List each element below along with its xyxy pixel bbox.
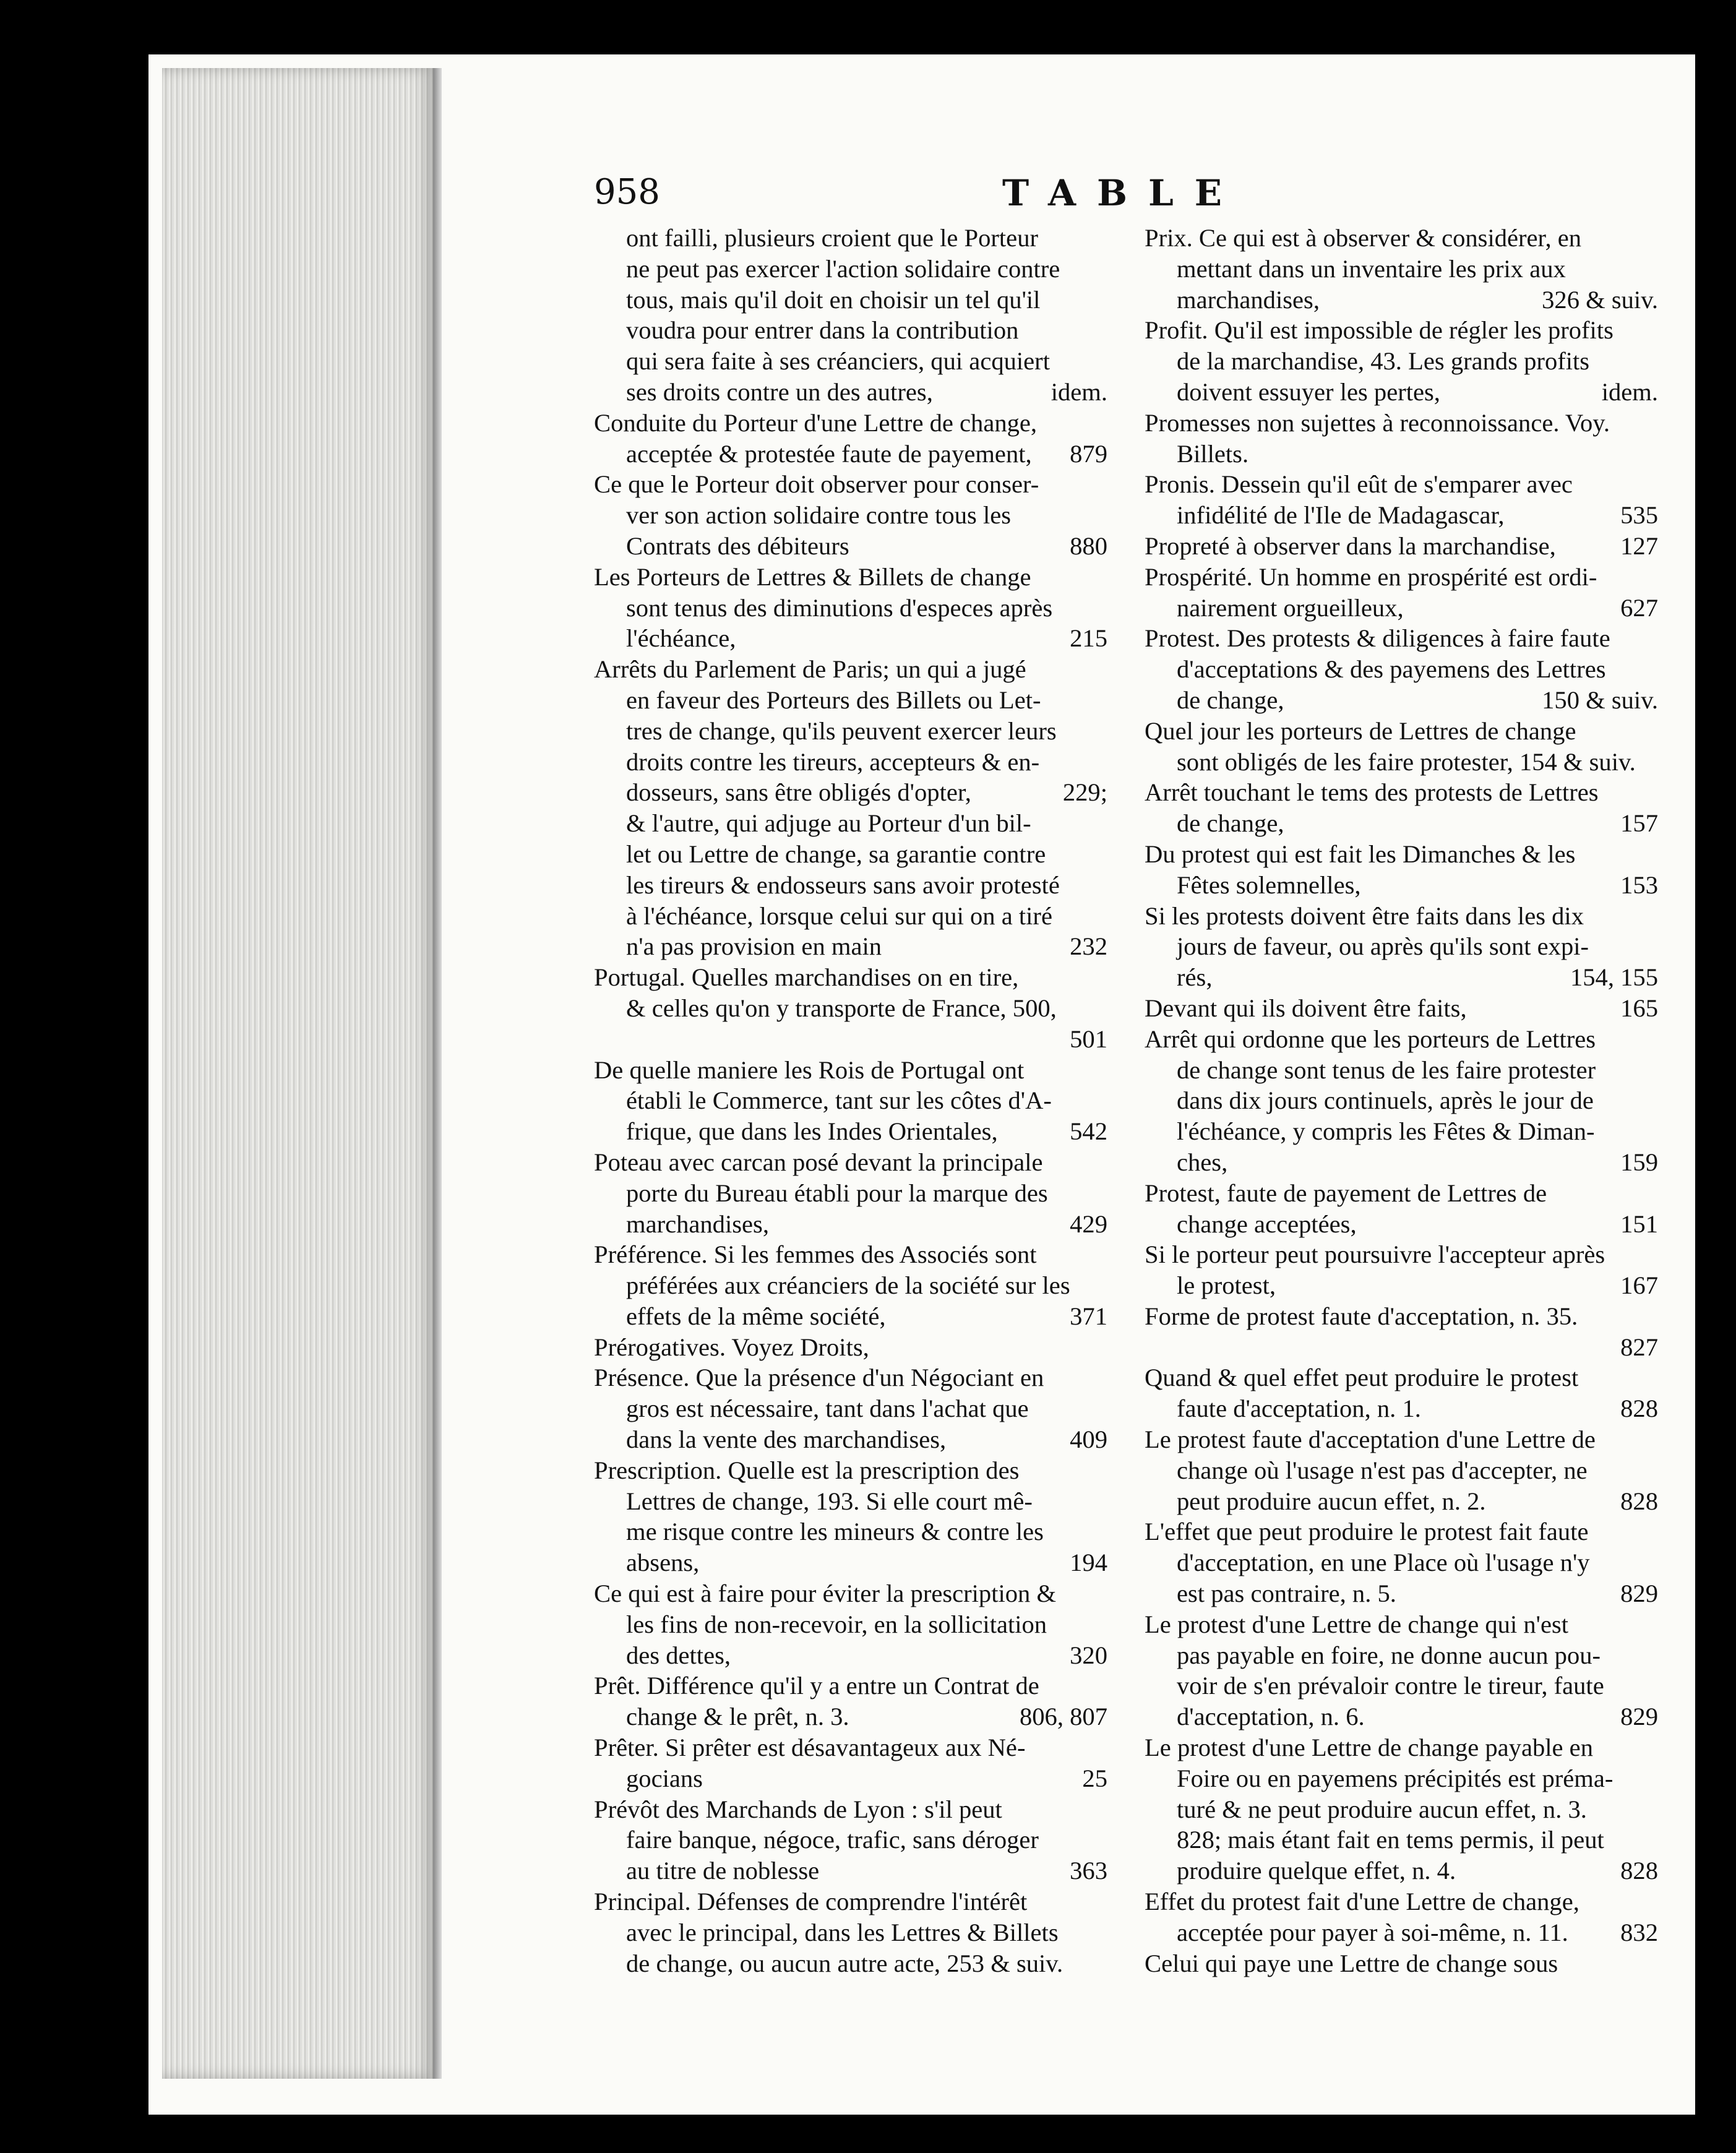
index-text: Préférence. Si les femmes des Associés sont bbox=[594, 1240, 1037, 1269]
index-text: Devant qui ils doivent être faits, bbox=[1145, 994, 1467, 1022]
index-text: Prospérité. Un homme en prospérité est ordi- bbox=[1145, 562, 1597, 591]
page-reference: 879 bbox=[1070, 439, 1107, 468]
index-text: Prêter. Si prêter est désavantageux aux Né- bbox=[594, 1734, 1026, 1762]
index-column-right bbox=[1145, 223, 1658, 1979]
index-text: & l'autre, qui adjuge au Porteur d'un bil- bbox=[626, 809, 1031, 838]
index-text: 828; mais étant fait en tems permis, il peut bbox=[1177, 1826, 1604, 1854]
index-line bbox=[594, 685, 1107, 716]
index-line bbox=[1145, 254, 1658, 285]
index-line bbox=[594, 1393, 1107, 1424]
index-line bbox=[594, 1147, 1107, 1178]
index-text: de la marchandise, 43. Les grands profits bbox=[1177, 347, 1590, 376]
index-line bbox=[594, 1578, 1107, 1609]
index-text: pas payable en foire, ne donne aucun pou- bbox=[1177, 1641, 1601, 1669]
index-text: ches, bbox=[1177, 1148, 1228, 1176]
page-gutter bbox=[433, 68, 442, 2079]
index-text: absens, bbox=[626, 1549, 700, 1577]
index-line bbox=[594, 1362, 1107, 1393]
index-text: Si les protests doivent être faits dans les dix bbox=[1145, 901, 1584, 930]
index-line bbox=[1145, 747, 1658, 778]
index-text: les fins de non-recevoir, en la sollicitation bbox=[626, 1610, 1047, 1638]
index-text: Lettres de change, 193. Si elle court mê- bbox=[626, 1487, 1033, 1515]
index-line bbox=[594, 747, 1107, 778]
index-text: Ce qui est à faire pour éviter la prescription & bbox=[594, 1579, 1057, 1608]
index-text: Si le porteur peut poursuivre l'accepteur après bbox=[1145, 1240, 1605, 1269]
index-text: acceptée pour payer à soi-même, n. 11. bbox=[1177, 1918, 1568, 1946]
index-line bbox=[1145, 623, 1658, 654]
index-line bbox=[1145, 408, 1658, 439]
index-text: préférées aux créanciers de la société sur les bbox=[626, 1271, 1070, 1300]
index-line bbox=[594, 1332, 1107, 1363]
index-line bbox=[1145, 1055, 1658, 1086]
index-text: Les Porteurs de Lettres & Billets de change bbox=[594, 562, 1031, 591]
index-text: change où l'usage n'est pas d'accepter, ne bbox=[1177, 1456, 1588, 1484]
index-line bbox=[594, 1732, 1107, 1763]
index-text: mettant dans un inventaire les prix aux bbox=[1177, 254, 1566, 283]
index-text: Prévôt des Marchands de Lyon : s'il peut bbox=[594, 1795, 1002, 1823]
page-reference: 25 bbox=[1082, 1764, 1107, 1792]
index-text: Profit. Qu'il est impossible de régler les profits bbox=[1145, 316, 1614, 345]
page-reference: 829 bbox=[1620, 1703, 1658, 1731]
page-reference: 627 bbox=[1620, 593, 1658, 622]
index-text: voir de s'en prévaloir contre le tireur, faute bbox=[1177, 1672, 1604, 1700]
page-reference: idem. bbox=[1051, 377, 1107, 406]
index-line bbox=[594, 1424, 1107, 1455]
index-text: Effet du protest fait d'une Lettre de change, bbox=[1145, 1888, 1579, 1916]
page-reference: 429 bbox=[1070, 1210, 1107, 1238]
index-text: établi le Commerce, tant sur les côtes d'A- bbox=[626, 1086, 1052, 1115]
index-line bbox=[594, 315, 1107, 346]
index-text: & celles qu'on y transporte de France, 500, bbox=[626, 994, 1057, 1022]
index-text: Contrats des débiteurs bbox=[626, 531, 849, 560]
page-reference: 501 bbox=[1070, 1025, 1107, 1053]
index-text: de change, bbox=[1177, 809, 1284, 838]
page-reference: 806, 807 bbox=[1019, 1703, 1107, 1731]
index-text: à l'échéance, lorsque celui sur qui on a tiré bbox=[626, 901, 1052, 930]
index-line bbox=[594, 716, 1107, 747]
index-text: faire banque, négoce, trafic, sans déroger bbox=[626, 1826, 1039, 1854]
index-text: les tireurs & endosseurs sans avoir protesté bbox=[626, 870, 1060, 899]
index-line bbox=[1145, 1024, 1658, 1055]
index-line bbox=[1145, 1486, 1658, 1517]
index-text: Promesses non sujettes à reconnoissance. Voy. bbox=[1145, 408, 1610, 437]
index-line bbox=[1145, 377, 1658, 408]
index-text: est pas contraire, n. 5. bbox=[1177, 1579, 1396, 1608]
index-text: change & le prêt, n. 3. bbox=[626, 1703, 849, 1731]
index-text: nairement orgueilleux, bbox=[1177, 593, 1404, 622]
index-text: doivent essuyer les pertes, bbox=[1177, 377, 1440, 406]
index-text: Portugal. Quelles marchandises on en tire, bbox=[594, 963, 1019, 992]
index-text: Du protest qui est fait les Dimanches & les bbox=[1145, 840, 1576, 868]
index-text: infidélité de l'Ile de Madagascar, bbox=[1177, 501, 1505, 530]
index-line bbox=[1145, 593, 1658, 624]
index-line bbox=[594, 1886, 1107, 1917]
index-line bbox=[594, 1547, 1107, 1578]
page-reference: 153 bbox=[1620, 870, 1658, 899]
index-text: Présence. Que la présence d'un Négociant en bbox=[594, 1364, 1044, 1392]
index-text: dans dix jours continuels, après le jour de bbox=[1177, 1086, 1594, 1115]
index-line bbox=[1145, 1116, 1658, 1147]
index-text: dosseurs, sans être obligés d'opter, bbox=[626, 778, 971, 807]
index-line bbox=[594, 931, 1107, 962]
index-text: Conduite du Porteur d'une Lettre de change, bbox=[594, 408, 1038, 437]
index-line bbox=[1145, 654, 1658, 685]
index-line bbox=[1145, 1455, 1658, 1486]
index-text: change acceptées, bbox=[1177, 1210, 1357, 1238]
index-text: let ou Lettre de change, sa garantie contre bbox=[626, 840, 1046, 868]
index-text: avec le principal, dans les Lettres & Billets bbox=[626, 1918, 1059, 1946]
index-text: tous, mais qu'il doit en choisir un tel qu'il bbox=[626, 285, 1041, 314]
index-line bbox=[1145, 1701, 1658, 1732]
index-line bbox=[1145, 685, 1658, 716]
index-line bbox=[594, 1301, 1107, 1332]
index-line bbox=[1145, 1824, 1658, 1855]
index-line bbox=[1145, 346, 1658, 377]
page-reference: 371 bbox=[1070, 1302, 1107, 1330]
index-line bbox=[1145, 870, 1658, 901]
index-line bbox=[594, 901, 1107, 932]
index-line bbox=[1145, 1209, 1658, 1240]
page-reference: 409 bbox=[1070, 1425, 1107, 1454]
index-line bbox=[1145, 469, 1658, 500]
page-reference: 154, 155 bbox=[1570, 963, 1658, 992]
running-title: TABLE bbox=[1002, 172, 1244, 214]
index-line bbox=[1145, 1270, 1658, 1301]
index-line bbox=[594, 1209, 1107, 1240]
index-line bbox=[594, 408, 1107, 439]
index-line bbox=[594, 962, 1107, 993]
index-text: marchandises, bbox=[1177, 285, 1320, 314]
index-text: Foire ou en payemens précipités est préma- bbox=[1177, 1764, 1614, 1792]
page-reference: 828 bbox=[1620, 1395, 1658, 1423]
index-text: Le protest d'une Lettre de change payable en bbox=[1145, 1734, 1593, 1762]
index-text: Le protest d'une Lettre de change qui n'est bbox=[1145, 1610, 1569, 1638]
index-text: Le protest faute d'acceptation d'une Lettre de bbox=[1145, 1425, 1596, 1454]
index-line bbox=[594, 500, 1107, 531]
index-text: peut produire aucun effet, n. 2. bbox=[1177, 1487, 1486, 1515]
index-line bbox=[594, 1085, 1107, 1116]
index-text: Protest, faute de payement de Lettres de bbox=[1145, 1179, 1547, 1207]
index-text: de change, bbox=[1177, 685, 1284, 714]
index-text: ver son action solidaire contre tous les bbox=[626, 501, 1012, 530]
index-text: de change sont tenus de les faire protester bbox=[1177, 1055, 1596, 1084]
index-text: produire quelque effet, n. 4. bbox=[1177, 1857, 1456, 1885]
index-text: marchandises, bbox=[626, 1210, 769, 1238]
index-line bbox=[1145, 500, 1658, 531]
page-reference: 535 bbox=[1620, 501, 1658, 530]
page-reference: idem. bbox=[1601, 377, 1658, 406]
index-line bbox=[594, 1824, 1107, 1855]
index-text: De quelle maniere les Rois de Portugal ont bbox=[594, 1055, 1025, 1084]
index-text: ont failli, plusieurs croient que le Porteur bbox=[626, 224, 1038, 252]
index-line bbox=[594, 1670, 1107, 1701]
index-line bbox=[594, 531, 1107, 562]
index-line bbox=[1145, 777, 1658, 808]
index-text: Prérogatives. Voyez Droits, bbox=[594, 1333, 869, 1361]
index-text: Arrêts du Parlement de Paris; un qui a jugé bbox=[594, 655, 1026, 684]
index-line bbox=[1145, 931, 1658, 962]
index-line bbox=[1145, 1763, 1658, 1794]
index-text: ne peut pas exercer l'action solidaire contre bbox=[626, 254, 1060, 283]
index-text: qui sera faite à ses créanciers, qui acquiert bbox=[626, 347, 1050, 376]
index-line bbox=[594, 346, 1107, 377]
index-text: me risque contre les mineurs & contre les bbox=[626, 1518, 1044, 1546]
page-reference: 157 bbox=[1620, 809, 1658, 838]
index-line bbox=[1145, 1178, 1658, 1209]
index-text: des dettes, bbox=[626, 1641, 731, 1669]
index-line bbox=[1145, 808, 1658, 839]
index-text: l'échéance, y compris les Fêtes & Diman- bbox=[1177, 1117, 1595, 1146]
index-line bbox=[1145, 1301, 1658, 1332]
index-text: au titre de noblesse bbox=[626, 1857, 820, 1885]
index-text: rés, bbox=[1177, 963, 1213, 992]
index-text: Quel jour les porteurs de Lettres de change bbox=[1145, 716, 1576, 745]
index-line bbox=[594, 993, 1107, 1024]
index-line bbox=[1145, 1640, 1658, 1671]
index-line bbox=[1145, 285, 1658, 316]
page-reference: 165 bbox=[1620, 994, 1658, 1022]
index-line bbox=[594, 439, 1107, 470]
index-line bbox=[1145, 1332, 1658, 1363]
index-text: Prix. Ce qui est à observer & considérer, en bbox=[1145, 224, 1582, 252]
page-reference: 829 bbox=[1620, 1579, 1658, 1608]
index-line bbox=[594, 1855, 1107, 1886]
index-line bbox=[1145, 1855, 1658, 1886]
index-line bbox=[594, 623, 1107, 654]
index-line bbox=[1145, 1609, 1658, 1640]
index-line bbox=[594, 285, 1107, 316]
index-line bbox=[1145, 1948, 1658, 1979]
index-text: Forme de protest faute d'acceptation, n. 35. bbox=[1145, 1302, 1578, 1330]
index-line bbox=[1145, 562, 1658, 593]
page-reference: 167 bbox=[1620, 1271, 1658, 1300]
index-text: dans la vente des marchandises, bbox=[626, 1425, 947, 1454]
index-line bbox=[1145, 439, 1658, 470]
index-line bbox=[1145, 1239, 1658, 1270]
index-line bbox=[1145, 1886, 1658, 1917]
index-line bbox=[1145, 1547, 1658, 1578]
index-text: en faveur des Porteurs des Billets ou Let- bbox=[626, 685, 1041, 714]
index-text: gocians bbox=[626, 1764, 703, 1792]
index-line bbox=[594, 1178, 1107, 1209]
index-text: voudra pour entrer dans la contribution bbox=[626, 316, 1019, 345]
index-text: Quand & quel effet peut produire le protest bbox=[1145, 1364, 1579, 1392]
index-line bbox=[594, 562, 1107, 593]
index-text: frique, que dans les Indes Orientales, bbox=[626, 1117, 998, 1146]
index-text: Celui qui paye une Lettre de change sous bbox=[1145, 1949, 1558, 1977]
index-line bbox=[594, 1917, 1107, 1948]
index-line bbox=[1145, 1794, 1658, 1825]
index-line bbox=[594, 377, 1107, 408]
index-line bbox=[1145, 315, 1658, 346]
index-line bbox=[594, 1116, 1107, 1147]
page-stack-edge bbox=[162, 68, 434, 2079]
index-line bbox=[1145, 1732, 1658, 1763]
index-line bbox=[594, 1640, 1107, 1671]
index-line bbox=[594, 593, 1107, 624]
index-text: effets de la même société, bbox=[626, 1302, 886, 1330]
index-text: d'acceptation, n. 6. bbox=[1177, 1703, 1365, 1731]
index-text: droits contre les tireurs, accepteurs & en- bbox=[626, 747, 1040, 776]
index-line bbox=[1145, 1516, 1658, 1547]
index-line bbox=[594, 777, 1107, 808]
index-line bbox=[1145, 1393, 1658, 1424]
index-line bbox=[1145, 1147, 1658, 1178]
index-line bbox=[594, 469, 1107, 500]
page-reference: 828 bbox=[1620, 1487, 1658, 1515]
index-line bbox=[594, 1024, 1107, 1055]
index-text: faute d'acceptation, n. 1. bbox=[1177, 1395, 1421, 1423]
index-text: Propreté à observer dans la marchandise, bbox=[1145, 531, 1556, 560]
page-reference: 363 bbox=[1070, 1857, 1107, 1885]
index-line bbox=[594, 808, 1107, 839]
page-reference: 150 & suiv. bbox=[1542, 685, 1658, 714]
page-reference: 229; bbox=[1062, 778, 1107, 807]
index-line bbox=[1145, 901, 1658, 932]
index-line bbox=[594, 1948, 1107, 1979]
index-text: Arrêt touchant le tems des protests de Lettres bbox=[1145, 778, 1599, 807]
page-reference: 827 bbox=[1620, 1333, 1658, 1361]
index-line bbox=[1145, 531, 1658, 562]
index-line bbox=[1145, 1085, 1658, 1116]
index-line bbox=[1145, 1424, 1658, 1455]
index-text: sont obligés de les faire protester, 154 & suiv. bbox=[1177, 747, 1636, 776]
page-header bbox=[594, 172, 1683, 228]
page-reference: 194 bbox=[1070, 1549, 1107, 1577]
index-text: gros est nécessaire, tant dans l'achat que bbox=[626, 1395, 1029, 1423]
index-line bbox=[594, 1763, 1107, 1794]
index-line bbox=[1145, 993, 1658, 1024]
page-reference: 880 bbox=[1070, 531, 1107, 560]
index-line bbox=[594, 254, 1107, 285]
index-text: Arrêt qui ordonne que les porteurs de Lettres bbox=[1145, 1025, 1596, 1053]
index-line bbox=[594, 1455, 1107, 1486]
index-text: L'effet que peut produire le protest fait faute bbox=[1145, 1518, 1589, 1546]
page-reference: 151 bbox=[1620, 1210, 1658, 1238]
page-reference: 832 bbox=[1620, 1918, 1658, 1946]
index-text: porte du Bureau établi pour la marque des bbox=[626, 1179, 1048, 1207]
index-line bbox=[594, 1609, 1107, 1640]
page-reference: 320 bbox=[1070, 1641, 1107, 1669]
index-text: acceptée & protestée faute de payement, bbox=[626, 439, 1032, 468]
page-reference: 326 & suiv. bbox=[1542, 285, 1658, 314]
page-number: 958 bbox=[594, 172, 660, 212]
page-reference: 232 bbox=[1070, 932, 1107, 961]
index-text: turé & ne peut produire aucun effet, n. 3. bbox=[1177, 1795, 1587, 1823]
index-text: Poteau avec carcan posé devant la principale bbox=[594, 1148, 1043, 1176]
index-text: d'acceptations & des payemens des Lettres bbox=[1177, 655, 1606, 684]
index-column-left bbox=[594, 223, 1107, 1979]
index-text: Billets. bbox=[1177, 439, 1249, 468]
index-line bbox=[1145, 716, 1658, 747]
index-line bbox=[594, 870, 1107, 901]
index-text: Prêt. Différence qu'il y a entre un Contrat de bbox=[594, 1672, 1039, 1700]
index-line bbox=[1145, 839, 1658, 870]
index-text: l'échéance, bbox=[626, 624, 736, 653]
index-text: d'acceptation, en une Place où l'usage n'y bbox=[1177, 1549, 1590, 1577]
index-text: le protest, bbox=[1177, 1271, 1276, 1300]
index-line bbox=[1145, 223, 1658, 254]
index-line bbox=[1145, 962, 1658, 993]
index-line bbox=[594, 1516, 1107, 1547]
index-text: Ce que le Porteur doit observer pour conser- bbox=[594, 470, 1039, 499]
index-line bbox=[1145, 1917, 1658, 1948]
index-line bbox=[1145, 1362, 1658, 1393]
index-line bbox=[594, 1701, 1107, 1732]
page-reference: 542 bbox=[1070, 1117, 1107, 1146]
page-reference: 828 bbox=[1620, 1857, 1658, 1885]
index-line bbox=[594, 223, 1107, 254]
page-reference: 159 bbox=[1620, 1148, 1658, 1176]
index-line bbox=[1145, 1670, 1658, 1701]
index-text: Principal. Défenses de comprendre l'intérêt bbox=[594, 1888, 1028, 1916]
index-text: Prescription. Quelle est la prescription des bbox=[594, 1456, 1020, 1484]
page-reference: 215 bbox=[1070, 624, 1107, 653]
index-text: sont tenus des diminutions d'especes après bbox=[626, 593, 1053, 622]
index-line bbox=[594, 1239, 1107, 1270]
index-text: ses droits contre un des autres, bbox=[626, 377, 933, 406]
index-line bbox=[1145, 1578, 1658, 1609]
index-line bbox=[594, 1486, 1107, 1517]
index-text: tres de change, qu'ils peuvent exercer leurs bbox=[626, 716, 1057, 745]
index-text: Fêtes solemnelles, bbox=[1177, 870, 1361, 899]
index-text: n'a pas provision en main bbox=[626, 932, 882, 961]
index-line bbox=[594, 839, 1107, 870]
index-text: jours de faveur, ou après qu'ils sont expi- bbox=[1177, 932, 1589, 961]
index-line bbox=[594, 1055, 1107, 1086]
index-text: Protest. Des protests & diligences à faire faute bbox=[1145, 624, 1610, 653]
index-text: Pronis. Dessein qu'il eût de s'emparer avec bbox=[1145, 470, 1573, 499]
index-line bbox=[594, 654, 1107, 685]
index-text: de change, ou aucun autre acte, 253 & suiv. bbox=[626, 1949, 1064, 1977]
index-line bbox=[594, 1794, 1107, 1825]
index-line bbox=[594, 1270, 1107, 1301]
page-reference: 127 bbox=[1620, 531, 1658, 560]
